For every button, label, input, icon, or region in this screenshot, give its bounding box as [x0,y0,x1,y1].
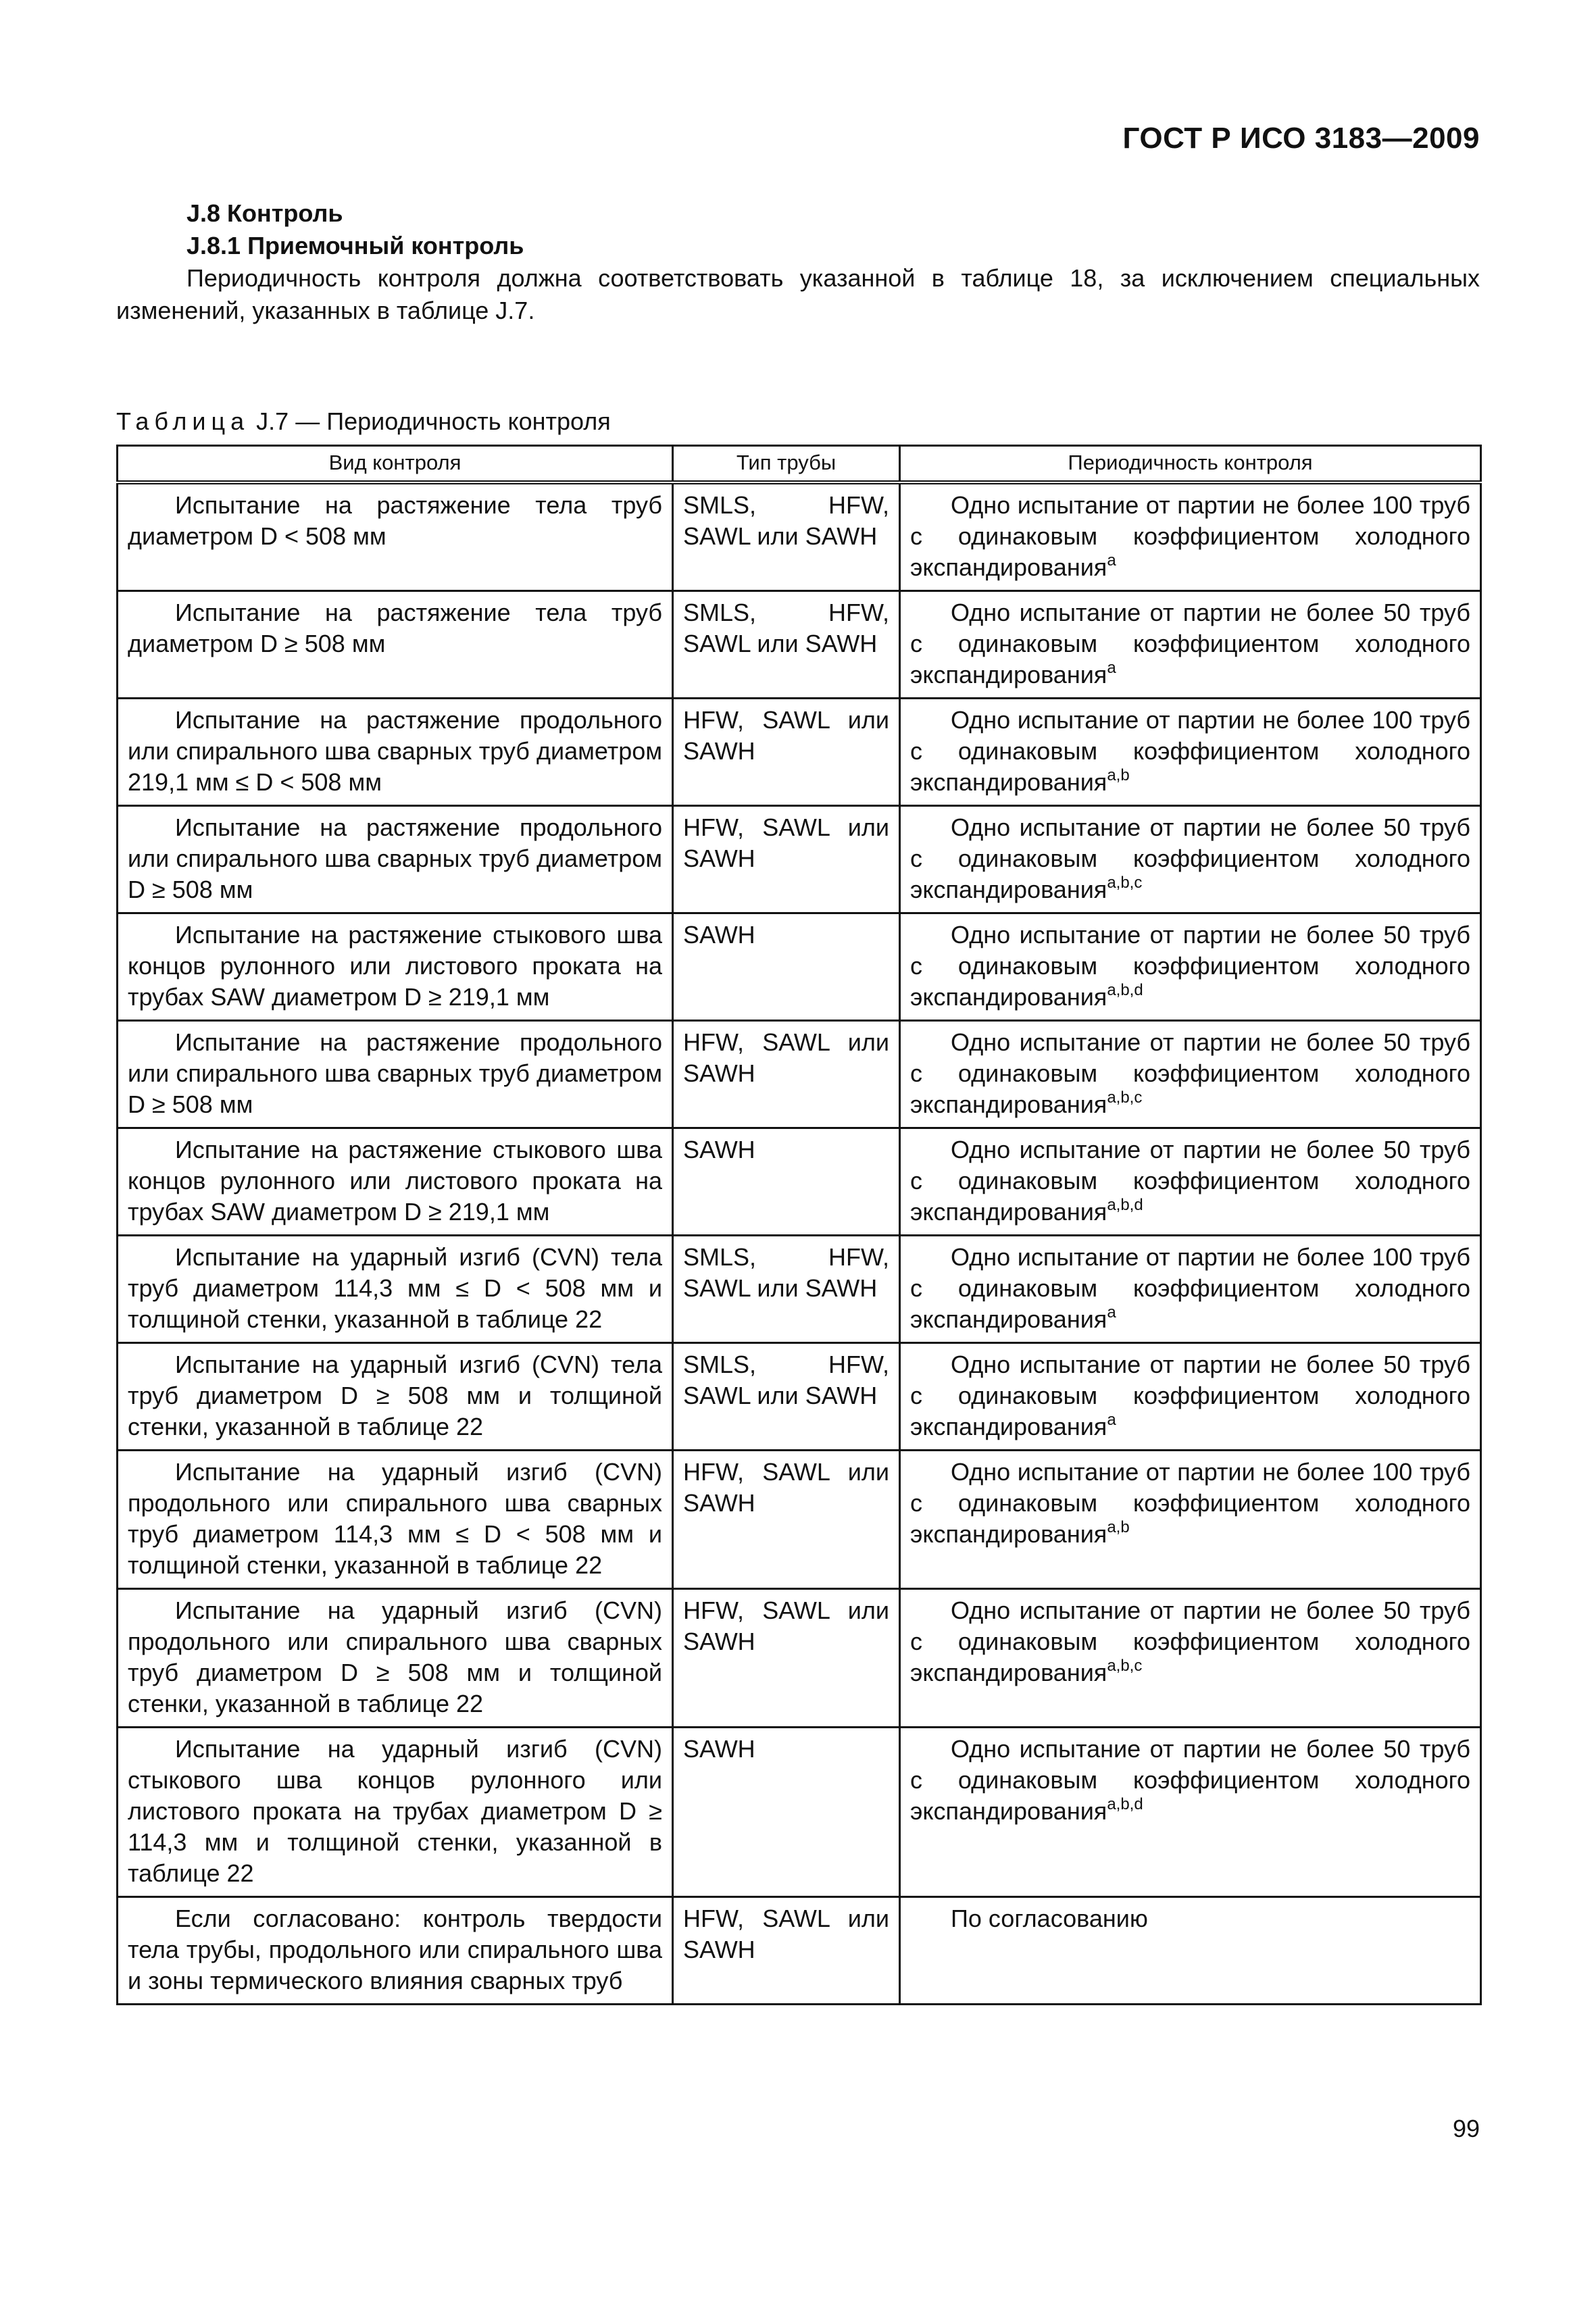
frequency-text: Одно испытание от партии не более 50 труб с одинаковым коэффициентом холодного экспандирования [910,1351,1470,1440]
table-caption-label: Таблица [116,407,250,435]
table-row [118,1236,1481,1343]
footnote-reference: a,b,d [1107,981,1143,999]
section-paragraph: Периодичность контроля должна соответствовать указанной в таблице 18, за исключением специальных изменений, указанных в таблице J.7. [116,264,1480,324]
cell-frequency [900,591,1481,699]
frequency-text: Одно испытание от партии не более 50 труб с одинаковым коэффициентом холодного экспандирования [910,1136,1470,1226]
footnote-reference: a [1107,1303,1116,1322]
table-caption-title: J.7 — Периодичность контроля [256,407,611,435]
cell-frequency [900,1236,1481,1343]
subsection-heading: J.8.1 Приемочный контроль [186,232,524,259]
frequency-text: Одно испытание от партии не более 50 труб с одинаковым коэффициентом холодного экспандирования [910,1596,1470,1686]
table-row [118,1728,1481,1897]
cell-frequency [900,1589,1481,1728]
table-header-row [118,446,1481,483]
frequency-text: Одно испытание от партии не более 50 труб с одинаковым коэффициентом холодного экспандирования [910,813,1470,903]
table-row [118,482,1481,591]
footnote-reference: a,b,c [1107,874,1143,892]
cell-frequency [900,699,1481,806]
cell-frequency [900,482,1481,591]
cell-pipe-type: HFW, SAWL или SAWH [673,1451,900,1589]
table-body [118,482,1481,2005]
table-row [118,1589,1481,1728]
cell-pipe-type: SMLS, HFW, SAWL или SAWH [673,591,900,699]
cell-inspection-type: Испытание на растяжение продольного или спирального шва сварных труб диаметром 219,1 мм ≤ D < 508 мм [118,699,673,806]
cell-frequency [900,1728,1481,1897]
frequency-text: Одно испытание от партии не более 100 труб с одинаковым коэффициентом холодного экспандирования [910,491,1470,581]
cell-pipe-type: HFW, SAWL или SAWH [673,1021,900,1128]
frequency-text: Одно испытание от партии не более 50 труб с одинаковым коэффициентом холодного экспандирования [910,1028,1470,1118]
section-heading: J.8 Контроль [186,199,343,227]
column-header-pipe-type: Тип трубы [673,446,900,483]
footnote-reference: a,b,c [1107,1088,1143,1107]
cell-pipe-type: HFW, SAWL или SAWH [673,699,900,806]
footnote-reference: a [1107,1411,1116,1429]
cell-inspection-type: Испытание на растяжение тела труб диаметром D ≥ 508 мм [118,591,673,699]
cell-pipe-type: SMLS, HFW, SAWL или SAWH [673,482,900,591]
cell-inspection-type: Если согласовано: контроль твердости тела трубы, продольного или спирального шва и зоны термического влияния сварных труб [118,1897,673,2005]
cell-pipe-type: HFW, SAWL или SAWH [673,1897,900,2005]
document-body [116,197,1480,2005]
footnote-reference: a [1107,551,1116,570]
cell-inspection-type: Испытание на растяжение продольного или спирального шва сварных труб диаметром D ≥ 508 мм [118,806,673,913]
frequency-text: Одно испытание от партии не более 50 труб с одинаковым коэффициентом холодного экспандирования [910,1735,1470,1825]
standard-header: ГОСТ Р ИСО 3183—2009 [1122,122,1480,155]
table-row [118,806,1481,913]
cell-frequency [900,1451,1481,1589]
cell-inspection-type: Испытание на растяжение стыкового шва концов рулонного или листового проката на трубах SAW диаметром D ≥ 219,1 мм [118,1128,673,1236]
table-row [118,1343,1481,1451]
footnote-reference: a [1107,659,1116,677]
table-row [118,1897,1481,2005]
frequency-text: По согласованию [951,1905,1148,1932]
cell-pipe-type: HFW, SAWL или SAWH [673,1589,900,1728]
footnote-reference: a,b,d [1107,1795,1143,1813]
cell-pipe-type: SMLS, HFW, SAWL или SAWH [673,1343,900,1451]
inspection-frequency-table [116,445,1482,2005]
table-row [118,699,1481,806]
cell-frequency [900,913,1481,1021]
cell-inspection-type: Испытание на растяжение стыкового шва концов рулонного или листового проката на трубах SAW диаметром D ≥ 219,1 мм [118,913,673,1021]
footnote-reference: a,b,c [1107,1657,1143,1675]
cell-inspection-type: Испытание на ударный изгиб (CVN) продольного или спирального шва сварных труб диаметром 114,3 мм ≤ D < 508 мм и толщиной стенки, указанной в таблице 22 [118,1451,673,1589]
cell-inspection-type: Испытание на ударный изгиб (CVN) тела труб диаметром 114,3 мм ≤ D < 508 мм и толщиной стенки, указанной в таблице 22 [118,1236,673,1343]
frequency-text: Одно испытание от партии не более 50 труб с одинаковым коэффициентом холодного экспандирования [910,599,1470,688]
cell-inspection-type: Испытание на ударный изгиб (CVN) продольного или спирального шва сварных труб диаметром D ≥ 508 мм и толщиной стенки, указанной в таблице 22 [118,1589,673,1728]
frequency-text: Одно испытание от партии не более 100 труб с одинаковым коэффициентом холодного экспандирования [910,706,1470,796]
cell-pipe-type: SAWH [673,913,900,1021]
cell-frequency [900,1897,1481,2005]
cell-inspection-type: Испытание на растяжение тела труб диаметром D < 508 мм [118,482,673,591]
footnote-reference: a,b [1107,766,1130,784]
page-number: 99 [1452,2115,1480,2142]
table-caption [116,407,1480,436]
cell-pipe-type: HFW, SAWL или SAWH [673,806,900,913]
frequency-text: Одно испытание от партии не более 50 труб с одинаковым коэффициентом холодного экспандирования [910,921,1470,1011]
table-row [118,1128,1481,1236]
cell-frequency [900,806,1481,913]
table-row [118,1021,1481,1128]
cell-pipe-type: SMLS, HFW, SAWL или SAWH [673,1236,900,1343]
cell-pipe-type: SAWH [673,1728,900,1897]
cell-inspection-type: Испытание на ударный изгиб (CVN) стыкового шва концов рулонного или листового проката на трубах диаметром D ≥ 114,3 мм и толщиной стенки, указанной в таблице 22 [118,1728,673,1897]
cell-inspection-type: Испытание на ударный изгиб (CVN) тела труб диаметром D ≥ 508 мм и толщиной стенки, указанной в таблице 22 [118,1343,673,1451]
table-row [118,913,1481,1021]
table-row [118,1451,1481,1589]
cell-frequency [900,1343,1481,1451]
frequency-text: Одно испытание от партии не более 100 труб с одинаковым коэффициентом холодного экспандирования [910,1458,1470,1548]
column-header-frequency: Периодичность контроля [900,446,1481,483]
footnote-reference: a,b,d [1107,1196,1143,1214]
cell-inspection-type: Испытание на растяжение продольного или спирального шва сварных труб диаметром D ≥ 508 мм [118,1021,673,1128]
footnote-reference: a,b [1107,1518,1130,1536]
cell-frequency [900,1128,1481,1236]
column-header-inspection-type: Вид контроля [118,446,673,483]
cell-pipe-type: SAWH [673,1128,900,1236]
cell-frequency [900,1021,1481,1128]
table-row [118,591,1481,699]
frequency-text: Одно испытание от партии не более 100 труб с одинаковым коэффициентом холодного экспандирования [910,1243,1470,1333]
